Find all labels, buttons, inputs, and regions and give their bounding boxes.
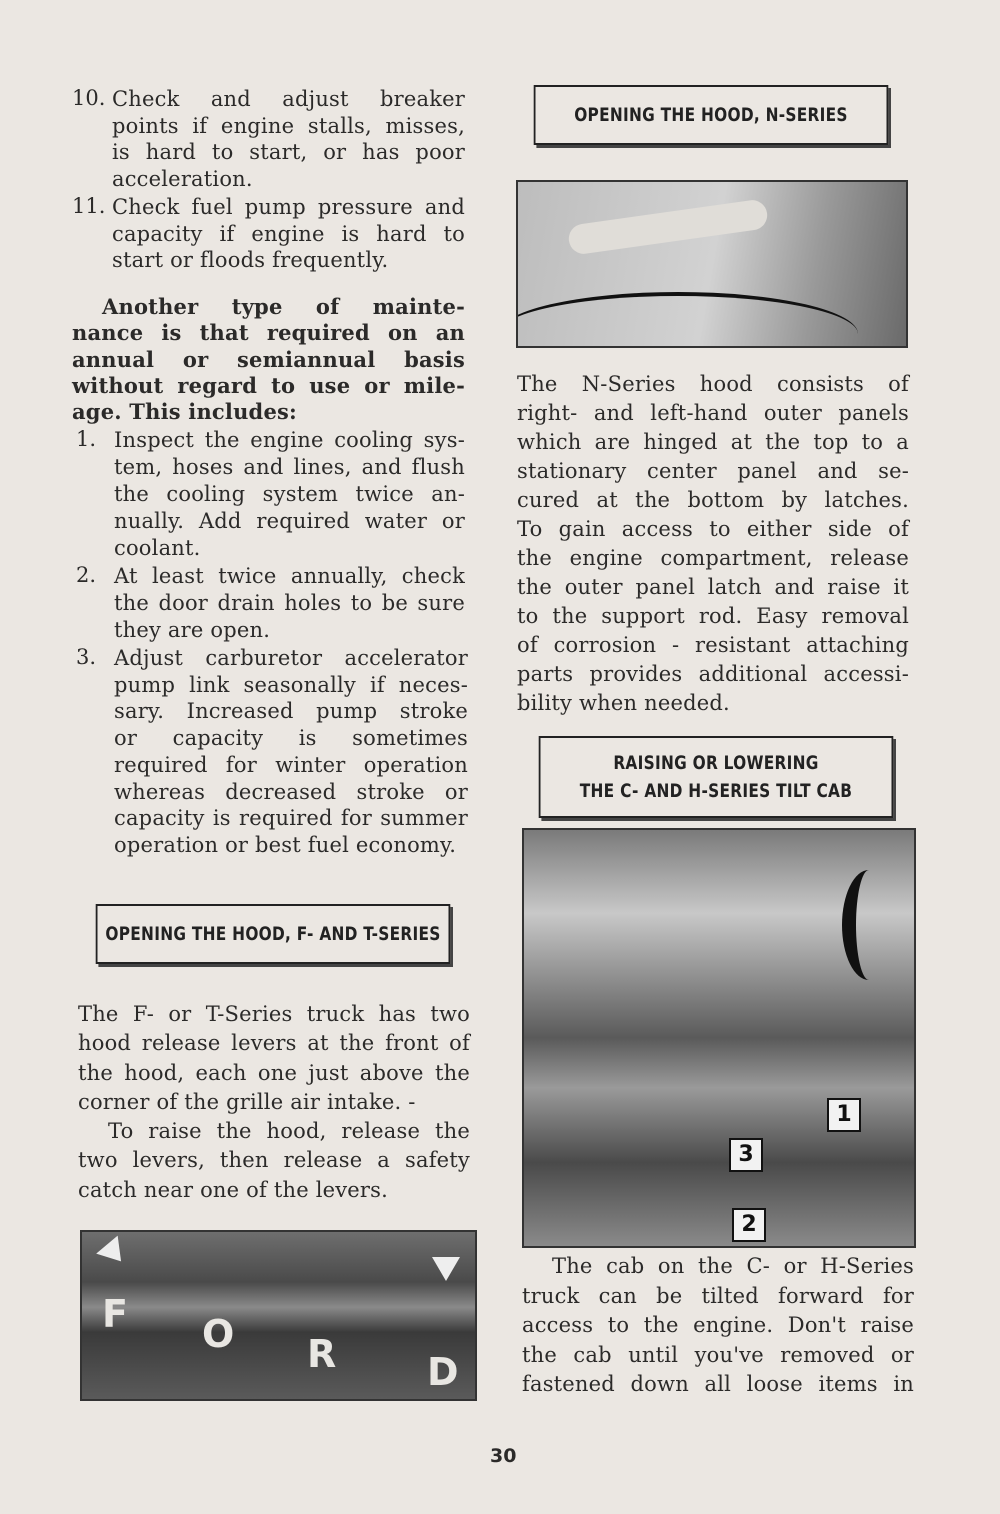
list-item-10	[72, 86, 465, 193]
text-line: Check fuel pump pressure and	[112, 195, 465, 219]
text-line: which are hinged at the top to a	[517, 430, 909, 454]
annual-maintenance-intro	[72, 294, 465, 425]
heading-text: RAISING OR LOWERING	[613, 752, 819, 774]
arrow-icon	[96, 1236, 132, 1271]
section-heading-n-series	[534, 85, 889, 145]
text-line: operation or best fuel economy.	[114, 832, 457, 857]
text-line: to the support rod. Easy removal	[517, 604, 909, 628]
text-line: hood release levers at the front of	[78, 1031, 470, 1056]
text-line: points if engine stalls, misses,	[112, 113, 465, 138]
section-heading-tilt-cab	[539, 736, 894, 818]
photo-ford-grille	[80, 1230, 477, 1401]
text-line: coolant.	[114, 536, 201, 560]
paragraph-tilt-cab	[522, 1252, 914, 1400]
text-line: pump link seasonally if neces-	[114, 672, 468, 697]
text-line: two levers, then release a safety	[78, 1148, 470, 1173]
photo-n-series-hood	[516, 180, 908, 348]
text-line: without regard to use or mile-	[72, 372, 465, 398]
list-item-1	[72, 427, 465, 562]
text-line: fastened down all loose items in	[522, 1372, 914, 1396]
text-line: the engine compartment, release	[517, 546, 909, 570]
heading-text: OPENING THE HOOD, N-SERIES	[574, 104, 848, 126]
grille-letter: R	[307, 1332, 337, 1376]
heading-text: OPENING THE HOOD, F- AND T-SERIES	[105, 923, 441, 945]
text-line: parts provides additional accessi-	[517, 662, 909, 686]
text-line: required for winter operation	[114, 752, 468, 777]
text-line: start or floods frequently.	[112, 248, 389, 273]
list-item-11	[72, 194, 465, 274]
text-line: The N-Series hood consists of	[517, 372, 909, 396]
list-item-2	[72, 563, 465, 644]
heading-text: THE C- AND H-SERIES TILT CAB	[579, 780, 853, 802]
page-number: 30	[490, 1445, 517, 1467]
text-line: The F- or T-Series truck has two	[78, 1002, 470, 1026]
text-line: capacity is required for summer	[114, 806, 468, 831]
step-marker-2	[732, 1208, 766, 1242]
text-line: To raise the hood, release the	[108, 1119, 470, 1144]
text-line: they are open.	[114, 618, 271, 642]
text-line: the outer panel latch and raise it	[517, 575, 909, 599]
text-line: the cab until you've removed or	[522, 1342, 914, 1367]
text-line: catch near one of the levers.	[78, 1177, 389, 1202]
text-line: Check and adjust breaker	[112, 87, 465, 111]
text-line: is hard to start, or has poor	[112, 140, 465, 165]
list-number: 11.	[72, 194, 106, 218]
grille-letter: F	[102, 1292, 128, 1336]
text-line: nually. Add required water or	[114, 509, 465, 533]
text-line: sary. Increased pump stroke	[114, 699, 468, 724]
text-line: truck can be tilted forward for	[522, 1283, 914, 1308]
text-line: Another type of mainte-	[102, 294, 465, 319]
text-line: acceleration.	[112, 167, 253, 192]
text-line: stationary center panel and se-	[517, 459, 909, 483]
text-line: At least twice annually, check	[114, 564, 465, 588]
grille-letter: D	[427, 1350, 459, 1394]
text-line: or capacity is sometimes	[114, 726, 468, 751]
photo-tilt-cab	[522, 828, 916, 1248]
list-number: 3.	[76, 645, 97, 669]
hand-shape	[567, 198, 769, 256]
text-line: the cooling system twice an-	[114, 482, 465, 506]
marker-text: 2	[741, 1212, 757, 1237]
text-line: capacity if engine is hard to	[112, 221, 465, 246]
text-line: access to the engine. Don't raise	[522, 1313, 914, 1337]
text-line: Inspect the engine cooling sys-	[114, 428, 465, 452]
text-line: cured at the bottom by latches.	[517, 488, 909, 512]
paragraph-n-series	[517, 370, 909, 718]
text-line: the hood, each one just above the	[78, 1060, 470, 1085]
curved-arrow-icon	[842, 870, 896, 980]
list-number: 2.	[76, 563, 97, 587]
paragraph-f-t-series	[78, 1000, 470, 1205]
text-line: the door drain holes to be sure	[114, 591, 465, 615]
text-line: age. This includes:	[72, 399, 297, 425]
text-line: of corrosion - resistant attaching	[517, 633, 909, 657]
text-line: bility when needed.	[517, 691, 730, 715]
arrow-icon	[432, 1257, 460, 1281]
text-line: nance is that required on an	[72, 320, 465, 346]
text-line: right- and left-hand outer panels	[517, 401, 909, 425]
text-line: corner of the grille air intake. -	[78, 1089, 416, 1114]
step-marker-3	[729, 1138, 763, 1172]
text-line: Adjust carburetor accelerator	[114, 646, 468, 670]
text-line: whereas decreased stroke or	[114, 779, 468, 804]
grille-letter: O	[202, 1312, 235, 1356]
list-number: 10.	[72, 86, 106, 110]
hood-seal-line	[516, 292, 858, 348]
step-marker-1	[827, 1098, 861, 1132]
text-line: annual or semiannual basis	[72, 346, 465, 372]
marker-text: 1	[836, 1102, 852, 1127]
list-number: 1.	[76, 427, 97, 451]
marker-text: 3	[738, 1142, 754, 1167]
list-item-3	[72, 645, 468, 859]
section-heading-f-t-series	[96, 904, 451, 964]
text-line: The cab on the C- or H-Series	[552, 1254, 914, 1278]
text-line: To gain access to either side of	[517, 517, 909, 541]
text-line: tem, hoses and lines, and flush	[114, 455, 465, 479]
